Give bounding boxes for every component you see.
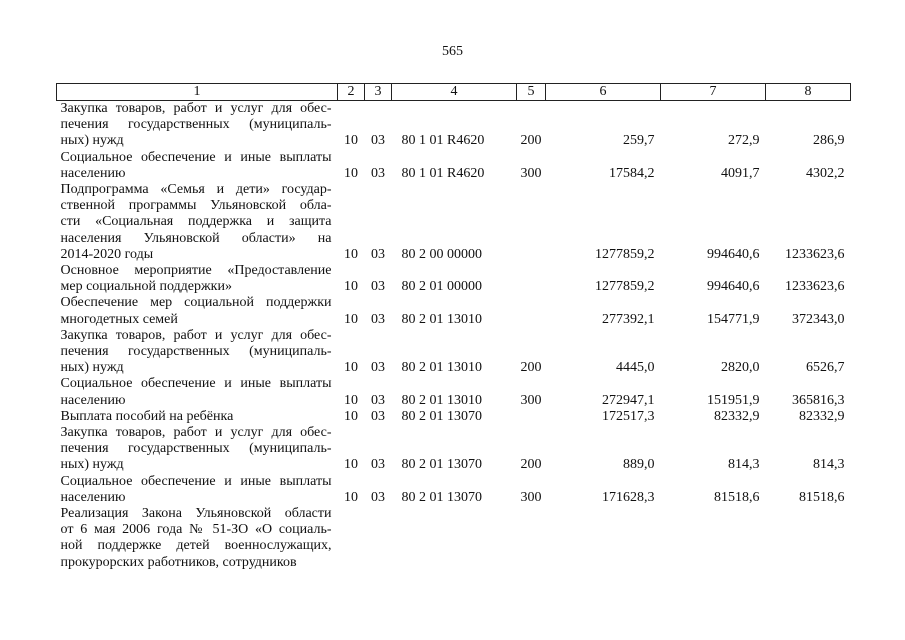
header-col-5: 5 (517, 84, 546, 101)
page-number: 565 (442, 44, 463, 59)
amount-col-8-cell: 81518,6 (799, 489, 845, 505)
row-name-line: ных) нужд (60, 133, 124, 149)
row-name-line: Подпрограмма «Семья и дети» государ- (60, 182, 332, 198)
row-name-cell (57, 425, 338, 474)
table-row (57, 376, 851, 408)
target-article-cell: 80 2 01 13070 (401, 457, 482, 473)
row-name-line: прокурорских работников, сотрудников (60, 554, 297, 570)
amount-col-6-cell: 272947,1 (602, 392, 655, 408)
podrazdel-cell: 03 (371, 165, 385, 181)
expense-type-cell (517, 182, 546, 263)
target-article-cell: 80 2 00 00000 (401, 246, 482, 262)
row-name-line: населения Ульяновской области» на (60, 230, 332, 246)
row-name-line: Выплата пособий на ребёнка (60, 408, 234, 424)
row-name-line: населению (60, 489, 126, 505)
expense-type-cell: 200 (520, 360, 542, 376)
podrazdel-cell: 03 (371, 246, 385, 262)
table-row (57, 182, 851, 263)
row-name-line: Закупка товаров, работ и услуг для обес- (60, 425, 332, 441)
expense-type-cell (517, 506, 546, 571)
expense-type-cell (517, 295, 546, 327)
budget-table-container (56, 83, 850, 571)
row-name-line: населению (60, 165, 126, 181)
row-name-cell (57, 295, 338, 327)
razdel-cell: 10 (344, 457, 358, 473)
table-row (57, 506, 851, 571)
row-name-line: Социальное обеспечение и иные выплаты (60, 376, 332, 392)
amount-col-6-cell (546, 506, 661, 571)
amount-col-7-cell: 81518,6 (714, 489, 760, 505)
table-row (57, 409, 851, 425)
expense-type-cell: 300 (520, 392, 542, 408)
razdel-cell: 10 (344, 165, 358, 181)
razdel-cell: 10 (344, 279, 358, 295)
row-name-line: сти «Социальная поддержка и защита (60, 214, 332, 230)
amount-col-6-cell: 277392,1 (602, 311, 655, 327)
target-article-cell: 80 2 01 13070 (401, 489, 482, 505)
row-name-line: Закупка товаров, работ и услуг для обес- (60, 327, 332, 343)
expense-type-cell: 300 (520, 165, 542, 181)
target-article-cell: 80 1 01 R4620 (401, 165, 485, 181)
row-name-line: от 6 мая 2006 года № 51-ЗО «О социаль- (60, 522, 332, 538)
razdel-cell: 10 (344, 133, 358, 149)
header-col-3: 3 (365, 84, 392, 101)
razdel-cell: 10 (344, 360, 358, 376)
row-name-line: Основное мероприятие «Предоставление (60, 263, 332, 279)
row-name-cell (57, 150, 338, 182)
row-name-line: Реализация Закона Ульяновской области (60, 506, 332, 522)
amount-col-6-cell: 1277859,2 (595, 246, 655, 262)
amount-col-7-cell: 272,9 (728, 133, 760, 149)
row-name-line: Социальное обеспечение и иные выплаты (60, 473, 332, 489)
amount-col-7-cell: 82332,9 (714, 408, 760, 424)
amount-col-8-cell: 814,3 (813, 457, 845, 473)
row-name-line: ственной программы Ульяновской обла- (60, 198, 332, 214)
table-row (57, 328, 851, 377)
podrazdel-cell: 03 (371, 408, 385, 424)
header-col-8: 8 (766, 84, 851, 101)
row-name-cell (57, 474, 338, 506)
row-name-line: Социальное обеспечение и иные выплаты (60, 149, 332, 165)
header-col-1: 1 (57, 84, 338, 101)
amount-col-8-cell: 1233623,6 (785, 279, 845, 295)
table-body (57, 101, 851, 571)
table-row (57, 263, 851, 295)
target-article-cell: 80 2 01 13070 (401, 408, 482, 424)
podrazdel-cell: 03 (371, 279, 385, 295)
budget-table (56, 83, 851, 571)
row-name-line: Обеспечение мер социальной поддержки (60, 295, 332, 311)
amount-col-6-cell: 4445,0 (616, 360, 655, 376)
row-name-cell (57, 101, 338, 150)
amount-col-8-cell: 82332,9 (799, 408, 845, 424)
podrazdel-cell (365, 506, 392, 571)
expense-type-cell: 300 (520, 489, 542, 505)
row-name-cell (57, 376, 338, 408)
table-row (57, 474, 851, 506)
row-name-cell (57, 182, 338, 263)
amount-col-6-cell: 889,0 (623, 457, 655, 473)
amount-col-7-cell: 994640,6 (707, 279, 760, 295)
amount-col-8-cell: 286,9 (813, 133, 845, 149)
amount-col-7-cell: 151951,9 (707, 392, 760, 408)
razdel-cell: 10 (344, 311, 358, 327)
target-article-cell (392, 506, 517, 571)
amount-col-7-cell: 994640,6 (707, 246, 760, 262)
amount-col-8-cell: 365816,3 (792, 392, 845, 408)
expense-type-cell: 200 (520, 133, 542, 149)
target-article-cell: 80 2 01 13010 (401, 311, 482, 327)
amount-col-6-cell: 171628,3 (602, 489, 655, 505)
expense-type-cell: 200 (520, 457, 542, 473)
row-name-line: печения государственных (муниципаль- (60, 117, 332, 133)
row-name-line: печения государственных (муниципаль- (60, 344, 332, 360)
row-name-line: населению (60, 392, 126, 408)
amount-col-7-cell (661, 506, 766, 571)
table-row (57, 425, 851, 474)
amount-col-8-cell: 1233623,6 (785, 246, 845, 262)
target-article-cell: 80 2 01 13010 (401, 360, 482, 376)
podrazdel-cell: 03 (371, 457, 385, 473)
amount-col-8-cell: 6526,7 (806, 360, 845, 376)
row-name-cell (57, 409, 338, 425)
header-col-2: 2 (338, 84, 365, 101)
target-article-cell: 80 1 01 R4620 (401, 133, 485, 149)
amount-col-7-cell: 4091,7 (721, 165, 760, 181)
row-name-line: ной поддержке детей военнослужащих, (60, 538, 332, 554)
amount-col-7-cell: 2820,0 (721, 360, 760, 376)
amount-col-7-cell: 814,3 (728, 457, 760, 473)
target-article-cell: 80 2 01 00000 (401, 279, 482, 295)
header-col-7: 7 (661, 84, 766, 101)
amount-col-6-cell: 1277859,2 (595, 279, 655, 295)
row-name-cell (57, 263, 338, 295)
razdel-cell: 10 (344, 489, 358, 505)
amount-col-8-cell: 372343,0 (792, 311, 845, 327)
podrazdel-cell: 03 (371, 489, 385, 505)
razdel-cell: 10 (344, 408, 358, 424)
amount-col-6-cell: 17584,2 (609, 165, 655, 181)
target-article-cell: 80 2 01 13010 (401, 392, 482, 408)
row-name-line: ных) нужд (60, 457, 124, 473)
row-name-cell (57, 328, 338, 377)
table-row (57, 101, 851, 150)
amount-col-6-cell: 259,7 (623, 133, 655, 149)
header-row (57, 84, 851, 101)
row-name-line: мер социальной поддержки» (60, 279, 232, 295)
row-name-line: 2014-2020 годы (60, 246, 154, 262)
razdel-cell (338, 506, 365, 571)
row-name-line: печения государственных (муниципаль- (60, 441, 332, 457)
razdel-cell: 10 (344, 246, 358, 262)
header-col-4: 4 (392, 84, 517, 101)
amount-col-8-cell (766, 506, 851, 571)
expense-type-cell (517, 409, 546, 425)
podrazdel-cell: 03 (371, 311, 385, 327)
header-col-6: 6 (546, 84, 661, 101)
table-row (57, 150, 851, 182)
amount-col-6-cell: 172517,3 (602, 408, 655, 424)
row-name-line: ных) нужд (60, 360, 124, 376)
razdel-cell: 10 (344, 392, 358, 408)
expense-type-cell (517, 263, 546, 295)
row-name-line: Закупка товаров, работ и услуг для обес- (60, 101, 332, 116)
amount-col-7-cell: 154771,9 (707, 311, 760, 327)
row-name-cell (57, 506, 338, 571)
table-header (57, 84, 851, 101)
row-name-line: многодетных семей (60, 311, 178, 327)
podrazdel-cell: 03 (371, 392, 385, 408)
podrazdel-cell: 03 (371, 133, 385, 149)
table-row (57, 295, 851, 327)
podrazdel-cell: 03 (371, 360, 385, 376)
amount-col-8-cell: 4302,2 (806, 165, 845, 181)
